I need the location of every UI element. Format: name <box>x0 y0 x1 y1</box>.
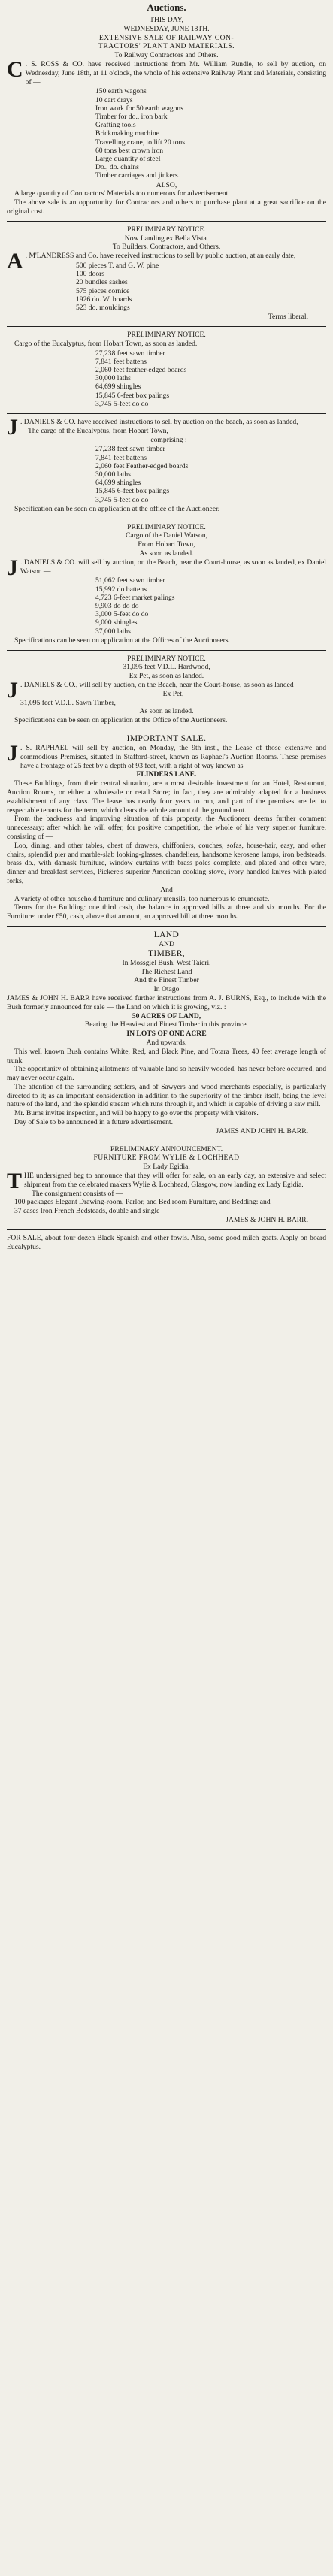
ad8-lots: IN LOTS OF ONE ACRE <box>126 1029 207 1039</box>
divider <box>7 326 326 327</box>
ad6-closing: Specifications can be seen on application at the Office of the Auctioneers. <box>14 716 228 725</box>
list-item: Do., do. chains <box>95 163 139 172</box>
ad6-aslanded: As soon as landed. <box>139 707 194 716</box>
divider <box>7 413 326 414</box>
ad9-signature: JAMES & JOHN H. BARR. <box>226 1216 308 1225</box>
ad5-body-text: . DANIELS & CO. will sell by auction, on the Beach, near the Court-house, as soon as landed, ex Daniel Watson — <box>20 558 326 576</box>
ad8-otago: In Otago <box>153 985 180 994</box>
ad5-dropcap: J <box>7 555 18 580</box>
list-item: 4,723 6-feet market palings <box>95 593 175 602</box>
ad6-body-text: . DANIELS & CO., will sell by auction, on the Beach, near the Court-house, as soon as landed — <box>20 681 303 690</box>
divider <box>7 650 326 651</box>
list-item: 37,000 laths <box>95 627 131 636</box>
list-item: 150 earth wagons <box>95 87 147 96</box>
ad3-lead: Cargo of the Eucalyptus, from Hobart Town, as soon as landed. <box>14 339 198 348</box>
ad8-upwards: And upwards. <box>146 1038 187 1047</box>
ad4-body-text: . DANIELS & CO. have received instructions to sell by auction on the beach, as soon as landed, — <box>20 418 307 427</box>
ad8-body5: Mr. Burns invites inspection, and will be happy to go over the property with visitors. <box>14 1109 259 1118</box>
ad1-date-line2: WEDNESDAY, JUNE 18TH. <box>123 24 210 33</box>
divider <box>7 221 326 222</box>
divider <box>7 926 326 927</box>
ad10-body: FOR SALE, about four dozen Black Spanish and other fowls. Also, some good milch goats. Apply on board Eucalyptus. <box>7 1233 326 1251</box>
ad1-body <box>7 56 326 86</box>
list-item: 2,060 feet Feather-edged boards <box>95 461 189 470</box>
ad4-items <box>7 445 326 503</box>
ad3-items <box>7 349 326 408</box>
list-item: Brickmaking machine <box>95 129 159 138</box>
ad1-title1: EXTENSIVE SALE OF RAILWAY CON- <box>98 33 235 42</box>
auctions-column <box>7 0 326 1253</box>
list-item: 500 pieces T. and G. W. pine <box>76 261 159 270</box>
list-item: 7,841 feet battens <box>95 357 147 366</box>
ad-railway-plant-sale <box>7 14 326 219</box>
ad8-body2: This well known Bush contains White, Red, and Black Pine, and Totara Trees, 40 feet average length of trunk. <box>7 1047 326 1065</box>
ad2-to: To Builders, Contractors, and Others. <box>112 243 221 252</box>
ad-pet-hardwood <box>7 653 326 727</box>
ad7-terms: Terms for the Building: one third cash, the balance in approved bills at three and six months. For the Furniture: under £50, cash, above that amount, an approved bill at three months. <box>7 903 326 921</box>
ad7-variety: A variety of other household furniture and culinary utensils, too numerous to enumerate. <box>14 894 270 903</box>
ad8-body1: JAMES & JOHN H. BARR have received further instructions from A. J. BURNS, Esq., to include with the Bush formerly announced for sale — the Land on which it is growing, viz. : <box>7 993 326 1011</box>
ad9-body-text: HE undersigned beg to announce that they will offer for sale, on an early day, an extensive and select shipment from the celebrated makers Wylie & Lochhead, Glasgow, now landing ex Lady Egidia. <box>24 1172 326 1189</box>
list-item: 27,238 feet sawn timber <box>95 445 165 454</box>
ad1-also-text: A large quantity of Contractors' Materials too numerous for advertisement. <box>14 189 230 198</box>
ad2-items <box>7 262 326 312</box>
ad5-body <box>7 555 326 580</box>
list-item: 9,000 shingles <box>95 618 138 627</box>
ad1-dropcap: C <box>7 56 23 82</box>
ad1-items <box>7 87 326 180</box>
ad-mlandress-notice <box>7 224 326 324</box>
ad8-and: AND <box>159 939 174 948</box>
ad5-closing: Specifications can be seen on application at the Offices of the Auctioneers. <box>14 636 231 645</box>
list-item: 15,845 6-feet box palings <box>95 487 170 496</box>
list-item: 64,699 shingles <box>95 479 141 488</box>
ad4-comprising: comprising : — <box>150 435 196 444</box>
ad1-title2: TRACTORS' PLANT AND MATERIALS. <box>98 42 235 51</box>
ad9-sub: Ex Lady Egidia. <box>143 1163 190 1172</box>
ad-eucalyptus-cargo <box>7 329 326 411</box>
ad9-item1: 100 packages Elegant Drawing-room, Parlor, and Bed room Furniture, and Bedding: and — <box>14 1198 280 1207</box>
list-item: Iron work for 50 earth wagons <box>95 104 183 113</box>
list-item: 575 pieces cornice <box>76 286 130 295</box>
ad2-header: PRELIMINARY NOTICE. <box>127 225 206 234</box>
ad2-dropcap: A <box>7 249 23 274</box>
list-item: 1926 do. W. boards <box>76 295 132 304</box>
list-item: 30,000 laths <box>95 470 131 479</box>
ad8-signature: JAMES AND JOHN H. BARR. <box>216 1126 308 1135</box>
list-item: 3,745 5-feet do do <box>95 399 149 408</box>
ad8-body4: The attention of the surrounding settlers, and of Sawyers and wood merchants especially, is particularly directed to it; as an important consideration in addition to the superiority of the timber itself, being the level nature of the land, and the splendid stream which runs through it, and which is capable of driving a saw mill. <box>7 1082 326 1109</box>
list-item: 2,060 feet feather-edged boards <box>95 366 187 374</box>
ad4-closing: Specification can be seen on application at the office of the Auctioneer. <box>14 504 220 513</box>
list-item: 15,992 do battens <box>95 585 147 594</box>
ad9-header: PRELIMINARY ANNOUNCEMENT. <box>110 1144 223 1153</box>
ad7-header: IMPORTANT SALE. <box>126 734 207 743</box>
ad4-dropcap: J <box>7 415 18 440</box>
ad6-dropcap: J <box>7 678 18 703</box>
ad5-lead1: Cargo of the Daniel Watson, <box>126 531 207 540</box>
ad8-acres: 50 ACRES OF LAND, <box>132 1011 201 1020</box>
ad8-body6: Day of Sale to be announced in a future advertisement. <box>14 1118 173 1127</box>
list-item: 10 cart drays <box>95 95 133 104</box>
ad8-land: LAND <box>153 930 180 939</box>
ad7-body2: These Buildings, from their central situation, are a most desirable investment for an Hotel, Restaurant, Auction Rooms, or either a wholesale or retail Store; in fact, they are admirably adapted for a business establishment of any class. The lease has nearly four years to run, and part of the premises are let to respectable tenants for the term, which clears the whole amount of the ground rent. <box>7 779 326 815</box>
ad-raphael-sale <box>7 733 326 924</box>
ad7-dropcap: J <box>7 741 18 766</box>
ad9-item2: 37 cases Iron French Bedsteads, double and single <box>14 1207 160 1216</box>
ad-land-and-timber <box>7 929 326 1138</box>
list-item: Large quantity of steel <box>95 155 161 163</box>
ad1-also: ALSO, <box>156 180 177 189</box>
ad9-consign: The consignment consists of — <box>32 1189 123 1198</box>
ad2-terms: Terms liberal. <box>268 313 308 322</box>
list-item: 15,845 6-feet box palings <box>95 391 170 400</box>
list-item: 100 doors <box>76 270 105 279</box>
ad-fowls-for-sale <box>7 1232 326 1254</box>
list-item: 3,000 5-feet do do <box>95 610 149 619</box>
list-item: 7,841 feet battens <box>95 453 147 462</box>
list-item: 9,903 do do do <box>95 602 139 611</box>
ad7-flinders: FLINDERS LANE. <box>136 770 197 779</box>
ad5-header: PRELIMINARY NOTICE. <box>127 522 206 531</box>
ad6-lead1: 31,095 feet V.D.L. Hardwood, <box>123 663 210 672</box>
ad4-cargo: The cargo of the Eucalyptus, from Hobart Town, <box>28 426 168 435</box>
ad7-body1-text: . S. RAPHAEL will sell by auction, on Monday, the 9th inst., the Lease of those extensive and commodious Premises, situated in Stafford-street, known as Raphael's Auction Rooms. These premises have a frontage of 25 feet by a depth of 93 feet, with a right of way known as <box>20 744 326 770</box>
ad1-body-text: . S. ROSS & CO. have received instructions from Mr. William Rundle, to sell by auction, on Wednesday, June 18th, at 11 o'clock, the whole of his extensive Railway Plant and Materials, consisting of — <box>25 59 326 86</box>
ad1-to: To Railway Contractors and Others. <box>114 51 219 60</box>
list-item: 27,238 feet sawn timber <box>95 349 165 358</box>
ad1-closing: The above sale is an opportunity for Contractors and others to purchase plant at a great sacrifice on the original cost. <box>7 198 326 216</box>
ad6-item: 31,095 feet V.D.L. Sawn Timber, <box>20 698 116 707</box>
ad3-header: PRELIMINARY NOTICE. <box>127 331 206 339</box>
ad5-lead2: From Hobart Town, <box>138 540 195 549</box>
ad9-dropcap: T <box>7 1169 23 1194</box>
list-item: Grafting tools <box>95 121 136 130</box>
ad5-items <box>7 576 326 635</box>
list-item: 64,699 shingles <box>95 382 141 392</box>
ad-daniel-watson-cargo <box>7 522 326 648</box>
ad8-bearing: Bearing the Heaviest and Finest Timber in this province. <box>84 1020 249 1029</box>
ad9-title: FURNITURE FROM WYLIE & LOCHHEAD <box>93 1153 240 1163</box>
ad6-header: PRELIMINARY NOTICE. <box>127 654 206 663</box>
ad6-expet: Ex Pet, <box>162 689 184 698</box>
ad8-richest: The Richest Land <box>141 967 192 976</box>
ad6-lead2: Ex Pet, as soon as landed. <box>129 672 204 681</box>
list-item: 20 bundles sashes <box>76 278 128 287</box>
ad7-and: And <box>160 885 173 894</box>
ad1-date-line1: THIS DAY, <box>150 16 183 24</box>
ad-wylie-lochhead-furniture <box>7 1144 326 1227</box>
section-heading: Auctions. <box>147 2 186 13</box>
ad7-furniture: Loo, dining, and other tables, chest of drawers, chiffoniers, couches, sofas, horse-hair, easy, and other chairs, splendid pier and marble-slab looking-glasses, chandeliers, handsome kerosene lamps, iron bedsteads, brass do., with damask furniture, window curtains with brass poles complete, and plated and other ware, dinner and breakfast services, Pickere's superior American cooking stove, ivory handled knives with plated forks, <box>7 841 326 885</box>
list-item: Timber carriages and jinkers. <box>95 171 180 180</box>
divider <box>7 1229 326 1230</box>
list-item: Travelling crane, to lift 20 tons <box>95 138 186 147</box>
list-item: 30,000 laths <box>95 374 131 383</box>
ad8-finest: And the Finest Timber <box>134 976 199 985</box>
ad8-body3: The opportunity of obtaining allotments of valuable land so heavily wooded, has never before occurred, and may never occur again. <box>7 1065 326 1083</box>
ad5-lead3: As soon as landed. <box>139 549 194 558</box>
ad7-body3: From the backness and improving situation of this property, the Auctioneer deems further comment unnecessary; after which he will offer, for positive competition, the whole of his very superior furniture, consisting of — <box>7 815 326 841</box>
ad-daniels-eucalyptus <box>7 416 326 516</box>
list-item: 51,062 feet sawn timber <box>95 576 165 585</box>
ad2-body-text: . M'LANDRESS and Co. have received instructions to sell by public auction, at an early date, <box>25 252 296 261</box>
ad8-timber: TIMBER, <box>147 948 186 958</box>
ad2-sub: Now Landing ex Bella Vista. <box>124 234 209 243</box>
list-item: 60 tons best crown iron <box>95 146 164 155</box>
list-item: Timber for do., iron bark <box>95 112 168 121</box>
list-item: 523 do. mouldings <box>76 304 130 312</box>
ad8-location: In Mossgiel Bush, West Taieri, <box>122 958 211 967</box>
list-item: 3,745 5-feet do do <box>95 495 149 504</box>
ad7-body1 <box>7 741 326 770</box>
